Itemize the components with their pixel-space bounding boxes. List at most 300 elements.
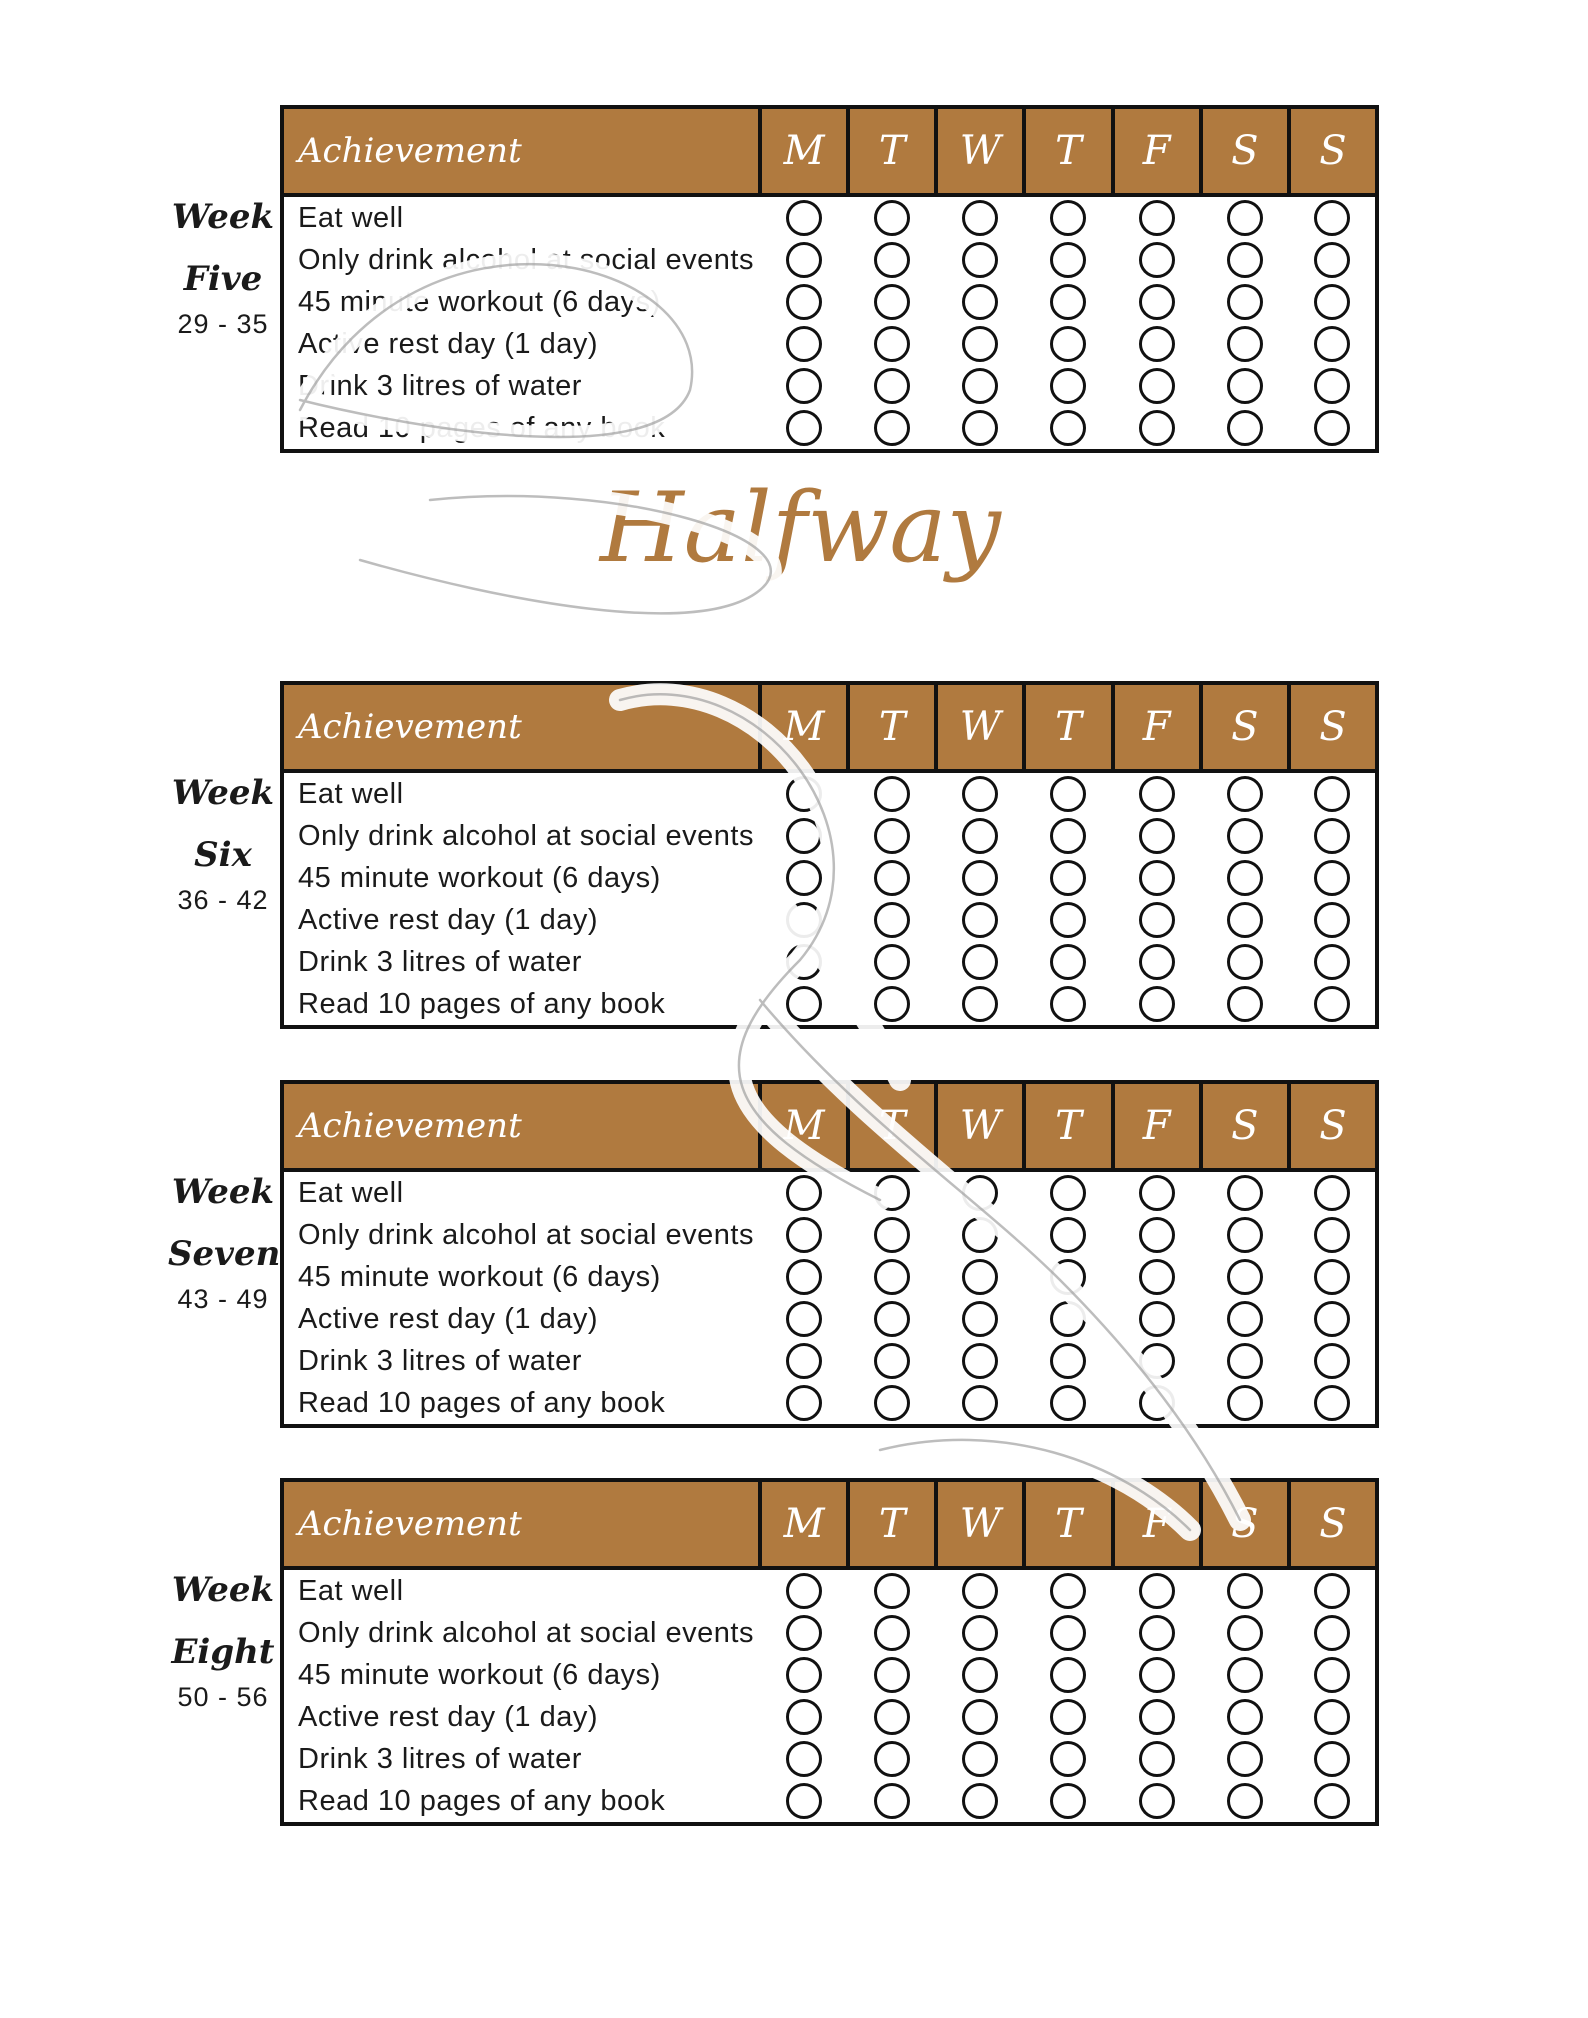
circle-checkbox-icon[interactable]: [786, 1657, 822, 1693]
circle-checkbox-icon[interactable]: [1050, 860, 1086, 896]
circle-checkbox-icon[interactable]: [874, 1783, 910, 1819]
circle-checkbox-icon[interactable]: [1314, 860, 1350, 896]
week-seven-block: [0, 1080, 1588, 1425]
circle-checkbox-icon[interactable]: [1314, 1343, 1350, 1379]
week-label: [168, 1172, 281, 1315]
circle-checkbox-icon[interactable]: [1050, 818, 1086, 854]
checkbox-cell: [1113, 281, 1201, 323]
table-row: [282, 1298, 1377, 1340]
checkbox-cell: [1024, 1382, 1112, 1426]
task-label: Read 10 pages of any book: [298, 1386, 666, 1419]
circle-checkbox-icon[interactable]: [1139, 776, 1175, 812]
circle-checkbox-icon[interactable]: [962, 860, 998, 896]
week-number: Seven: [168, 1233, 281, 1274]
checkbox-cell: [1201, 281, 1289, 323]
checkbox-cell: [1024, 1612, 1112, 1654]
circle-checkbox-icon[interactable]: [786, 1699, 822, 1735]
circle-checkbox-icon[interactable]: [1227, 1699, 1263, 1735]
circle-checkbox-icon[interactable]: [1139, 1699, 1175, 1735]
checkbox-cell: [1201, 857, 1289, 899]
checkbox-cell: [1113, 857, 1201, 899]
circle-checkbox-icon[interactable]: [1139, 1385, 1175, 1421]
circle-checkbox-icon[interactable]: [874, 1657, 910, 1693]
circle-checkbox-icon[interactable]: [874, 1175, 910, 1211]
circle-checkbox-icon[interactable]: [1314, 1657, 1350, 1693]
checkbox-cell: [760, 239, 848, 281]
checkbox-cell: [1289, 1612, 1377, 1654]
circle-checkbox-icon[interactable]: [1139, 284, 1175, 320]
circle-checkbox-icon[interactable]: [1050, 944, 1086, 980]
day-range: 29 - 35: [177, 309, 269, 340]
checkbox-cell: [936, 941, 1024, 983]
checkbox-cell: [760, 1214, 848, 1256]
checkbox-cell: [936, 1382, 1024, 1426]
table-row: [282, 195, 1377, 239]
task-label: Active rest day (1 day): [298, 1302, 598, 1335]
checkbox-cell: [1289, 1696, 1377, 1738]
achievement-header: Achievement: [282, 683, 760, 771]
circle-checkbox-icon[interactable]: [1227, 284, 1263, 320]
circle-checkbox-icon[interactable]: [874, 1301, 910, 1337]
checkbox-cell: [1201, 899, 1289, 941]
circle-checkbox-icon[interactable]: [874, 410, 910, 446]
circle-checkbox-icon[interactable]: [786, 986, 822, 1022]
checkbox-cell: [1113, 1214, 1201, 1256]
checkbox-cell: [760, 983, 848, 1027]
circle-checkbox-icon[interactable]: [1227, 368, 1263, 404]
circle-checkbox-icon[interactable]: [1314, 1259, 1350, 1295]
circle-checkbox-icon[interactable]: [1139, 1573, 1175, 1609]
circle-checkbox-icon[interactable]: [1139, 818, 1175, 854]
checkbox-cell: [936, 771, 1024, 815]
circle-checkbox-icon[interactable]: [1050, 326, 1086, 362]
circle-checkbox-icon[interactable]: [1227, 1573, 1263, 1609]
checkbox-cell: [1289, 1214, 1377, 1256]
checkbox-cell: [936, 1780, 1024, 1824]
header-row: [282, 1082, 1377, 1170]
week-word: Week: [171, 773, 275, 813]
week-number: Five: [183, 258, 263, 299]
circle-checkbox-icon[interactable]: [874, 1343, 910, 1379]
circle-checkbox-icon[interactable]: [962, 902, 998, 938]
circle-checkbox-icon[interactable]: [1227, 902, 1263, 938]
circle-checkbox-icon[interactable]: [1139, 902, 1175, 938]
circle-checkbox-icon[interactable]: [1139, 242, 1175, 278]
circle-checkbox-icon[interactable]: [1227, 1783, 1263, 1819]
circle-checkbox-icon[interactable]: [1227, 326, 1263, 362]
circle-checkbox-icon[interactable]: [1139, 1783, 1175, 1819]
circle-checkbox-icon[interactable]: [1227, 818, 1263, 854]
circle-checkbox-icon[interactable]: [786, 284, 822, 320]
circle-checkbox-icon[interactable]: [786, 1741, 822, 1777]
checkbox-cell: [848, 1382, 936, 1426]
circle-checkbox-icon[interactable]: [786, 1259, 822, 1295]
checkbox-cell: [1024, 857, 1112, 899]
checkbox-cell: [760, 1612, 848, 1654]
task-label: Drink 3 litres of water: [298, 1344, 582, 1377]
circle-checkbox-icon[interactable]: [786, 242, 822, 278]
circle-checkbox-icon[interactable]: [1314, 1301, 1350, 1337]
circle-checkbox-icon[interactable]: [962, 1343, 998, 1379]
day-header: S: [1201, 107, 1289, 195]
task-label: 45 minute workout (6 days): [298, 1260, 661, 1293]
day-header: M: [760, 683, 848, 771]
task-label: Read 10 pages of any book: [298, 987, 666, 1020]
circle-checkbox-icon[interactable]: [1227, 1259, 1263, 1295]
checkbox-cell: [1289, 1738, 1377, 1780]
checkbox-cell: [936, 857, 1024, 899]
day-header: F: [1113, 107, 1201, 195]
circle-checkbox-icon[interactable]: [786, 368, 822, 404]
circle-checkbox-icon[interactable]: [962, 776, 998, 812]
circle-checkbox-icon[interactable]: [874, 986, 910, 1022]
checkbox-cell: [1289, 1382, 1377, 1426]
circle-checkbox-icon[interactable]: [962, 1259, 998, 1295]
checkbox-cell: [760, 1170, 848, 1214]
circle-checkbox-icon[interactable]: [786, 200, 822, 236]
circle-checkbox-icon[interactable]: [874, 944, 910, 980]
task-label: Eat well: [298, 777, 404, 810]
circle-checkbox-icon[interactable]: [874, 1385, 910, 1421]
checkbox-cell: [1201, 1298, 1289, 1340]
task-label: Eat well: [298, 1574, 404, 1607]
circle-checkbox-icon[interactable]: [1314, 410, 1350, 446]
circle-checkbox-icon[interactable]: [1227, 1615, 1263, 1651]
table-row: [282, 1340, 1377, 1382]
checkbox-cell: [848, 407, 936, 451]
circle-checkbox-icon[interactable]: [786, 1175, 822, 1211]
checkbox-cell: [1201, 239, 1289, 281]
task-label: Active rest day (1 day): [298, 903, 598, 936]
circle-checkbox-icon[interactable]: [1227, 944, 1263, 980]
checkbox-cell: [1113, 815, 1201, 857]
circle-checkbox-icon[interactable]: [1139, 860, 1175, 896]
checkbox-cell: [936, 407, 1024, 451]
circle-checkbox-icon[interactable]: [1314, 902, 1350, 938]
circle-checkbox-icon[interactable]: [874, 1615, 910, 1651]
checkbox-cell: [848, 1298, 936, 1340]
circle-checkbox-icon[interactable]: [1050, 776, 1086, 812]
circle-checkbox-icon[interactable]: [1139, 944, 1175, 980]
circle-checkbox-icon[interactable]: [1314, 986, 1350, 1022]
checkbox-cell: [1201, 1738, 1289, 1780]
checkbox-cell: [1201, 1340, 1289, 1382]
circle-checkbox-icon[interactable]: [1314, 284, 1350, 320]
checkbox-cell: [1201, 195, 1289, 239]
circle-checkbox-icon[interactable]: [874, 326, 910, 362]
table-row: [282, 323, 1377, 365]
circle-checkbox-icon[interactable]: [962, 200, 998, 236]
circle-checkbox-icon[interactable]: [786, 1343, 822, 1379]
circle-checkbox-icon[interactable]: [1227, 1657, 1263, 1693]
week-label: [168, 197, 278, 340]
circle-checkbox-icon[interactable]: [962, 818, 998, 854]
circle-checkbox-icon[interactable]: [1314, 776, 1350, 812]
circle-checkbox-icon[interactable]: [786, 1301, 822, 1337]
circle-checkbox-icon[interactable]: [1227, 1175, 1263, 1211]
circle-checkbox-icon[interactable]: [786, 1615, 822, 1651]
circle-checkbox-icon[interactable]: [1050, 284, 1086, 320]
table-row: [282, 899, 1377, 941]
checkbox-cell: [1289, 1780, 1377, 1824]
circle-checkbox-icon[interactable]: [1050, 1699, 1086, 1735]
circle-checkbox-icon[interactable]: [786, 818, 822, 854]
circle-checkbox-icon[interactable]: [962, 284, 998, 320]
circle-checkbox-icon[interactable]: [786, 944, 822, 980]
checkbox-cell: [1289, 1170, 1377, 1214]
circle-checkbox-icon[interactable]: [1227, 1741, 1263, 1777]
circle-checkbox-icon[interactable]: [1314, 1741, 1350, 1777]
week-five-table: [280, 105, 1379, 453]
circle-checkbox-icon[interactable]: [1227, 1385, 1263, 1421]
circle-checkbox-icon[interactable]: [1227, 1217, 1263, 1253]
checkbox-cell: [1024, 1696, 1112, 1738]
checkbox-cell: [1113, 365, 1201, 407]
circle-checkbox-icon[interactable]: [1314, 1783, 1350, 1819]
circle-checkbox-icon[interactable]: [1139, 1741, 1175, 1777]
checkbox-cell: [1024, 195, 1112, 239]
circle-checkbox-icon[interactable]: [874, 1259, 910, 1295]
circle-checkbox-icon[interactable]: [1314, 1217, 1350, 1253]
circle-checkbox-icon[interactable]: [1314, 1699, 1350, 1735]
checkbox-cell: [1201, 941, 1289, 983]
circle-checkbox-icon[interactable]: [874, 242, 910, 278]
checkbox-cell: [1113, 239, 1201, 281]
task-label: 45 minute workout (6 days): [298, 285, 661, 318]
circle-checkbox-icon[interactable]: [1314, 200, 1350, 236]
circle-checkbox-icon[interactable]: [1139, 1175, 1175, 1211]
checkbox-cell: [1113, 407, 1201, 451]
checkbox-cell: [1289, 1340, 1377, 1382]
circle-checkbox-icon[interactable]: [1139, 1217, 1175, 1253]
circle-checkbox-icon[interactable]: [1139, 326, 1175, 362]
circle-checkbox-icon[interactable]: [1227, 986, 1263, 1022]
circle-checkbox-icon[interactable]: [874, 368, 910, 404]
circle-checkbox-icon[interactable]: [962, 1385, 998, 1421]
circle-checkbox-icon[interactable]: [962, 986, 998, 1022]
day-range: 50 - 56: [177, 1682, 269, 1713]
circle-checkbox-icon[interactable]: [1314, 368, 1350, 404]
checkbox-cell: [1289, 323, 1377, 365]
circle-checkbox-icon[interactable]: [962, 944, 998, 980]
circle-checkbox-icon[interactable]: [786, 902, 822, 938]
circle-checkbox-icon[interactable]: [786, 326, 822, 362]
circle-checkbox-icon[interactable]: [962, 326, 998, 362]
checkbox-cell: [848, 1654, 936, 1696]
checkbox-cell: [936, 1696, 1024, 1738]
checkbox-cell: [848, 239, 936, 281]
circle-checkbox-icon[interactable]: [1050, 1385, 1086, 1421]
checkbox-cell: [1289, 1568, 1377, 1612]
circle-checkbox-icon[interactable]: [786, 776, 822, 812]
day-header: T: [1024, 107, 1112, 195]
circle-checkbox-icon[interactable]: [1139, 368, 1175, 404]
checkbox-cell: [1201, 1612, 1289, 1654]
circle-checkbox-icon[interactable]: [1139, 1343, 1175, 1379]
circle-checkbox-icon[interactable]: [1227, 1301, 1263, 1337]
circle-checkbox-icon[interactable]: [1050, 242, 1086, 278]
checkbox-cell: [1024, 1170, 1112, 1214]
week-label: [168, 773, 278, 916]
circle-checkbox-icon[interactable]: [1227, 776, 1263, 812]
day-header: W: [936, 1082, 1024, 1170]
circle-checkbox-icon[interactable]: [1050, 1657, 1086, 1693]
checkbox-cell: [1024, 771, 1112, 815]
circle-checkbox-icon[interactable]: [1227, 1343, 1263, 1379]
circle-checkbox-icon[interactable]: [786, 1217, 822, 1253]
circle-checkbox-icon[interactable]: [1139, 200, 1175, 236]
circle-checkbox-icon[interactable]: [786, 860, 822, 896]
circle-checkbox-icon[interactable]: [1050, 1259, 1086, 1295]
header-row: [282, 683, 1377, 771]
circle-checkbox-icon[interactable]: [962, 368, 998, 404]
circle-checkbox-icon[interactable]: [1227, 242, 1263, 278]
circle-checkbox-icon[interactable]: [1139, 1301, 1175, 1337]
circle-checkbox-icon[interactable]: [786, 1573, 822, 1609]
task-label: Only drink alcohol at social events: [298, 819, 754, 852]
circle-checkbox-icon[interactable]: [874, 776, 910, 812]
day-header: W: [936, 107, 1024, 195]
circle-checkbox-icon[interactable]: [1314, 818, 1350, 854]
checkbox-cell: [848, 195, 936, 239]
week-eight-table: [280, 1478, 1379, 1826]
circle-checkbox-icon[interactable]: [1314, 944, 1350, 980]
checkbox-cell: [760, 1738, 848, 1780]
checkbox-cell: [848, 1214, 936, 1256]
achievement-header: Achievement: [282, 1082, 760, 1170]
circle-checkbox-icon[interactable]: [962, 1175, 998, 1211]
circle-checkbox-icon[interactable]: [1139, 986, 1175, 1022]
circle-checkbox-icon[interactable]: [1139, 410, 1175, 446]
checkbox-cell: [936, 1298, 1024, 1340]
checkbox-cell: [1113, 983, 1201, 1027]
circle-checkbox-icon[interactable]: [1050, 1343, 1086, 1379]
task-label: 45 minute workout (6 days): [298, 1658, 661, 1691]
checkbox-cell: [1289, 899, 1377, 941]
task-label: Drink 3 litres of water: [298, 369, 582, 402]
circle-checkbox-icon[interactable]: [874, 1217, 910, 1253]
checkbox-cell: [848, 771, 936, 815]
circle-checkbox-icon[interactable]: [874, 1741, 910, 1777]
checkbox-cell: [1024, 323, 1112, 365]
circle-checkbox-icon[interactable]: [786, 1783, 822, 1819]
circle-checkbox-icon[interactable]: [1050, 1217, 1086, 1253]
checkbox-cell: [848, 1340, 936, 1382]
halfway-divider: Halfway: [600, 472, 1001, 584]
circle-checkbox-icon[interactable]: [1050, 902, 1086, 938]
circle-checkbox-icon[interactable]: [1227, 860, 1263, 896]
week-word: Week: [171, 197, 275, 237]
week-five-block: [0, 105, 1588, 450]
circle-checkbox-icon[interactable]: [1139, 1657, 1175, 1693]
circle-checkbox-icon[interactable]: [1050, 368, 1086, 404]
circle-checkbox-icon[interactable]: [962, 242, 998, 278]
checkbox-cell: [848, 1696, 936, 1738]
circle-checkbox-icon[interactable]: [962, 1217, 998, 1253]
circle-checkbox-icon[interactable]: [1227, 410, 1263, 446]
circle-checkbox-icon[interactable]: [874, 1699, 910, 1735]
checkbox-cell: [936, 983, 1024, 1027]
week-six-table: [280, 681, 1379, 1029]
checkbox-cell: [1024, 899, 1112, 941]
table-row: [282, 1170, 1377, 1214]
checkbox-cell: [1113, 771, 1201, 815]
circle-checkbox-icon[interactable]: [962, 1657, 998, 1693]
table-row: [282, 407, 1377, 451]
circle-checkbox-icon[interactable]: [1314, 1615, 1350, 1651]
circle-checkbox-icon[interactable]: [874, 860, 910, 896]
circle-checkbox-icon[interactable]: [1050, 1175, 1086, 1211]
circle-checkbox-icon[interactable]: [1050, 1741, 1086, 1777]
checkbox-cell: [1289, 771, 1377, 815]
circle-checkbox-icon[interactable]: [1227, 200, 1263, 236]
circle-checkbox-icon[interactable]: [1050, 986, 1086, 1022]
checkbox-cell: [1289, 1298, 1377, 1340]
circle-checkbox-icon[interactable]: [962, 1615, 998, 1651]
circle-checkbox-icon[interactable]: [1050, 1573, 1086, 1609]
circle-checkbox-icon[interactable]: [1314, 326, 1350, 362]
checkbox-cell: [760, 281, 848, 323]
checkbox-cell: [936, 281, 1024, 323]
circle-checkbox-icon[interactable]: [1050, 1783, 1086, 1819]
circle-checkbox-icon[interactable]: [1314, 242, 1350, 278]
circle-checkbox-icon[interactable]: [874, 1573, 910, 1609]
circle-checkbox-icon[interactable]: [962, 1699, 998, 1735]
circle-checkbox-icon[interactable]: [1139, 1259, 1175, 1295]
checkbox-cell: [760, 941, 848, 983]
week-number: Eight: [171, 1631, 275, 1672]
task-label: Only drink alcohol at social events: [298, 243, 754, 276]
checkbox-cell: [760, 1382, 848, 1426]
circle-checkbox-icon[interactable]: [1139, 1615, 1175, 1651]
circle-checkbox-icon[interactable]: [962, 1783, 998, 1819]
checkbox-cell: [1289, 1654, 1377, 1696]
circle-checkbox-icon[interactable]: [1314, 1175, 1350, 1211]
checkbox-cell: [848, 1780, 936, 1824]
circle-checkbox-icon[interactable]: [874, 200, 910, 236]
circle-checkbox-icon[interactable]: [962, 410, 998, 446]
circle-checkbox-icon[interactable]: [1314, 1385, 1350, 1421]
circle-checkbox-icon[interactable]: [962, 1573, 998, 1609]
circle-checkbox-icon[interactable]: [1050, 200, 1086, 236]
day-header: S: [1289, 683, 1377, 771]
circle-checkbox-icon[interactable]: [1050, 410, 1086, 446]
table-row: [282, 1696, 1377, 1738]
table-row: [282, 1780, 1377, 1824]
checkbox-cell: [936, 1738, 1024, 1780]
checkbox-cell: [1289, 983, 1377, 1027]
circle-checkbox-icon[interactable]: [1050, 1615, 1086, 1651]
circle-checkbox-icon[interactable]: [962, 1741, 998, 1777]
checkbox-cell: [848, 941, 936, 983]
day-range: 36 - 42: [177, 885, 269, 916]
circle-checkbox-icon[interactable]: [1050, 1301, 1086, 1337]
checkbox-cell: [1289, 281, 1377, 323]
checkbox-cell: [1289, 815, 1377, 857]
circle-checkbox-icon[interactable]: [874, 818, 910, 854]
circle-checkbox-icon[interactable]: [786, 410, 822, 446]
task-label: Read 10 pages of any book: [298, 411, 666, 444]
circle-checkbox-icon[interactable]: [874, 902, 910, 938]
circle-checkbox-icon[interactable]: [874, 284, 910, 320]
circle-checkbox-icon[interactable]: [962, 1301, 998, 1337]
day-range: 43 - 49: [177, 1284, 269, 1315]
circle-checkbox-icon[interactable]: [786, 1385, 822, 1421]
week-six-block: [0, 681, 1588, 1026]
circle-checkbox-icon[interactable]: [1314, 1573, 1350, 1609]
table-row: [282, 815, 1377, 857]
checkbox-cell: [760, 365, 848, 407]
